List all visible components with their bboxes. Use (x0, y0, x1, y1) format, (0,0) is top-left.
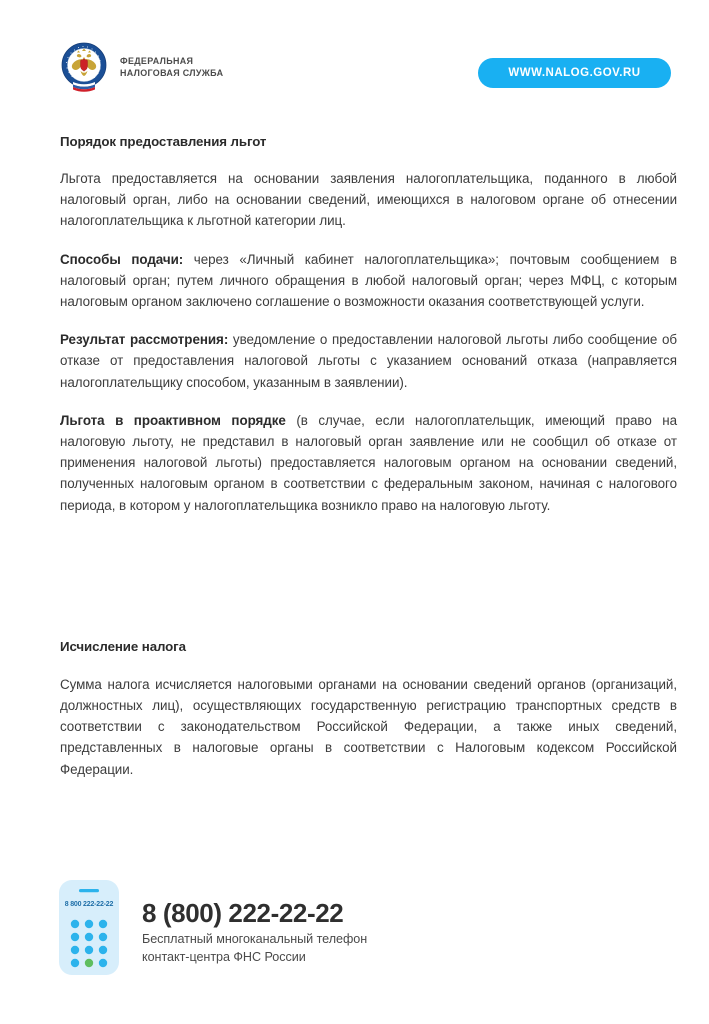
brand-line-1: ФЕДЕРАЛЬНАЯ (120, 55, 194, 67)
section-heading-tax-calculation: Исчисление налога (60, 638, 186, 654)
contact-center-text (142, 879, 367, 966)
paragraph-benefit-basis (60, 168, 677, 232)
paragraph-tax-calculation-basis (60, 674, 677, 780)
section-heading-benefits-procedure: Порядок предоставления льгот (60, 134, 267, 149)
paragraph-review-result (60, 329, 677, 393)
caption-line-1: Бесплатный многоканальный телефон (142, 932, 368, 946)
paragraph-text: через «Личный кабинет налогоплательщика»; почтовым сообщением в налоговый орган; путем личного обращения в любой налоговый орган; через МФЦ, с которым налоговым органом заключено соглашение о возможности оказания соответствующей услуги. (60, 251, 677, 310)
paragraph-text: Льгота предоставляется на основании заявления налогоплательщика, поданного в любой налоговый орган, либо на основании сведений, имеющихся в налоговом органе об отнесении налогоплательщика к льготной категории лиц. (60, 171, 677, 229)
fns-brand-text (120, 56, 223, 81)
paragraph-lead-label: Льгота в проактивном порядке (60, 412, 286, 428)
paragraph-text: (в случае, если налогоплательщик, имеющий право на налоговую льготу, не представил в налоговый орган заявление или не сообщил об отказе от применения налоговой льготы) предоставляется налоговым органом на основании сведений, полученных налоговым органом в соответствии с федеральным законом, начиная с налогового периода, в котором у налогоплательщика возникло право на налоговую льготу. (60, 412, 677, 513)
fns-brand (60, 40, 230, 96)
mobile-phone-keypad-icon (58, 879, 120, 976)
contact-center-footer (58, 879, 367, 976)
paragraph-submission-methods (60, 249, 677, 313)
page-header (0, 38, 709, 104)
contact-phone-number[interactable]: 8 (800) 222-22-22 (142, 898, 344, 928)
brand-line-2: НАЛОГОВАЯ СЛУЖБА (120, 68, 224, 79)
paragraph-text: уведомление о предоставлении налоговой льготы либо сообщение об отказе от предоставления налоговой льготы с указанием оснований отказа (направляется налогоплательщику способом, указанным в заявлении). (60, 332, 677, 390)
document-content (60, 133, 677, 780)
svg-text:8 800 222-22-22: 8 800 222-22-22 (64, 901, 114, 908)
paragraph-text: Сумма налога исчисляется налоговыми органами на основании сведений органов (организаций, должностных лиц), осуществляющих государственную регистрацию транспортных средств в соответствии с законодательством Российской Федерации, а также иных сведений, представленных в налоговые органы в соответствии с Налоговым кодексом Российской Федерации. (60, 676, 677, 777)
call-dot (85, 959, 93, 967)
paragraph-proactive-benefit (60, 410, 677, 516)
fns-coat-of-arms-emblem-icon (60, 40, 108, 96)
paragraph-lead-label: Результат рассмотрения: (60, 332, 229, 348)
section-spacer (60, 533, 677, 638)
caption-line-2: контакт-центра ФНС России (142, 949, 306, 964)
website-url-button[interactable]: WWW.NALOG.GOV.RU (478, 58, 671, 88)
paragraph-lead-label: Способы подачи: (60, 251, 184, 267)
contact-phone-caption (142, 931, 367, 966)
